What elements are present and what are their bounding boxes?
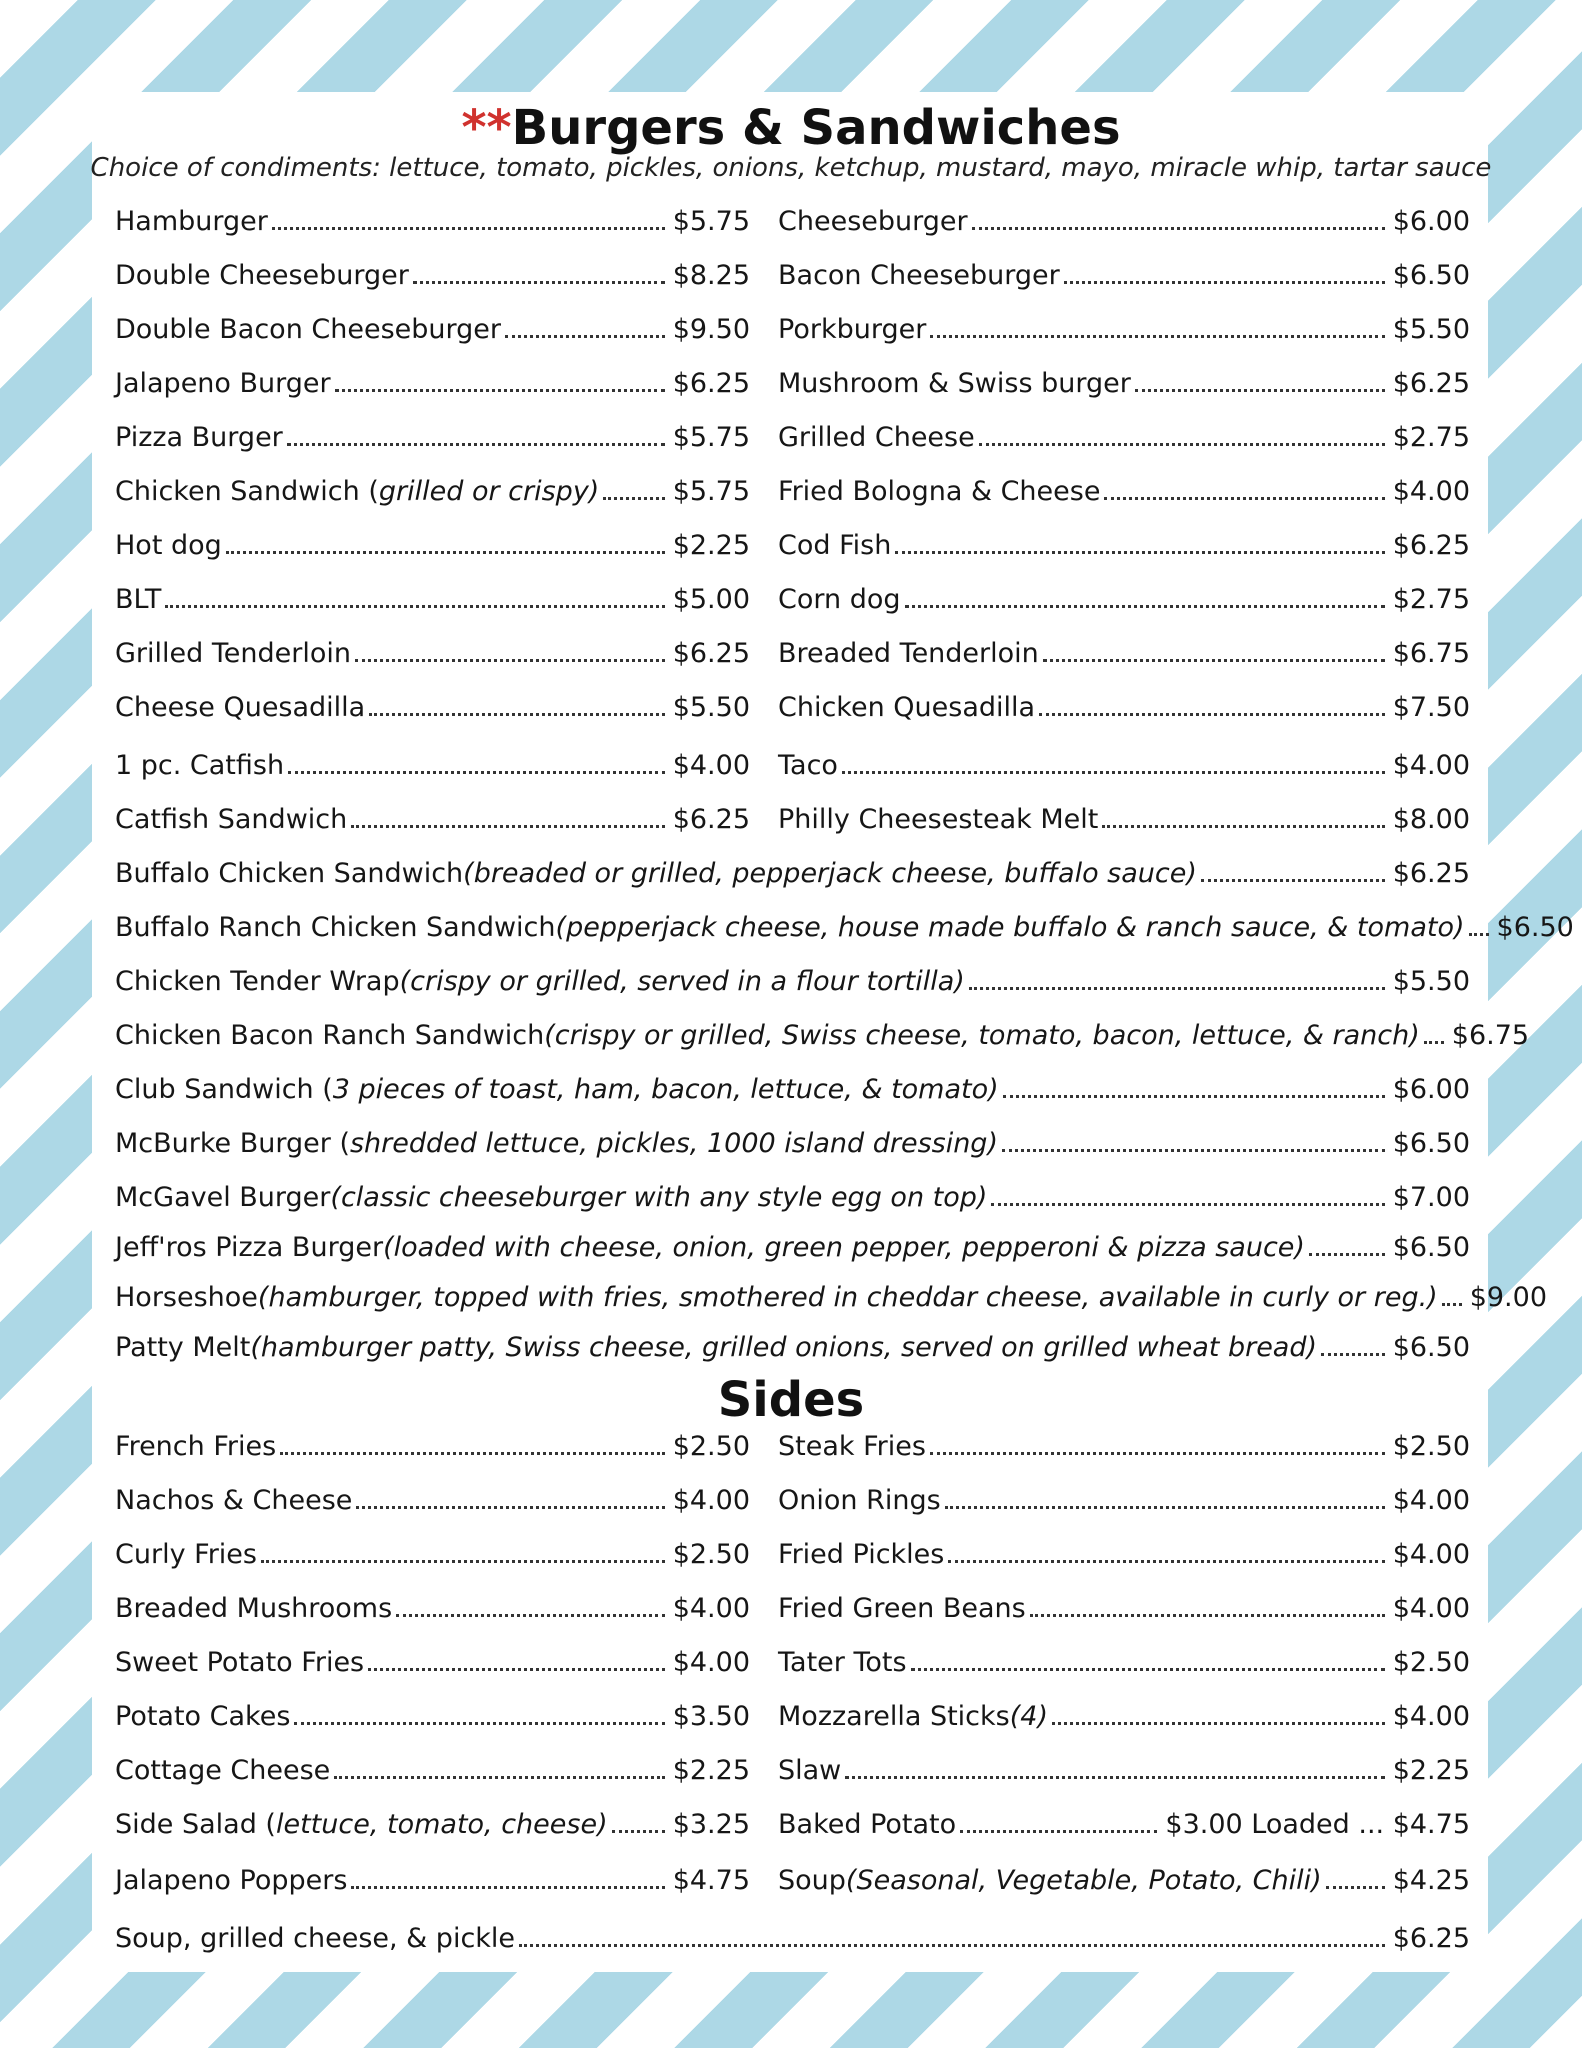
dot-leader (356, 1506, 664, 1509)
dot-leader (294, 1722, 664, 1725)
item-name: Breaded Mushrooms (115, 1593, 393, 1624)
item-price: $7.50 (1392, 692, 1470, 723)
menu-item (115, 1072, 1470, 1108)
menu-item (778, 312, 1470, 348)
item-name: Mozzarella Sticks (778, 1701, 1010, 1732)
menu-item (115, 1180, 1470, 1216)
item-name: Patty Melt (115, 1332, 251, 1363)
item-name: Buffalo Chicken Sandwich (115, 858, 464, 889)
item-name: 1 pc. Catfish (115, 750, 285, 781)
item-price: $6.50 (1496, 912, 1574, 943)
item-name: Bacon Cheeseburger (778, 260, 1060, 291)
item-note: (hamburger, topped with fries, smothered in cheddar cheese, available in curly or reg.) (257, 1282, 1438, 1313)
item-price: $2.75 (1392, 422, 1470, 453)
item-name: Baked Potato (778, 1809, 957, 1840)
dot-leader (930, 335, 1384, 338)
dot-leader (1003, 1095, 1385, 1098)
menu-item (115, 690, 750, 726)
item-name: McGavel Burger (115, 1182, 331, 1213)
menu-item (115, 636, 750, 672)
item-name: Double Cheeseburger (115, 260, 409, 291)
menu-item (778, 1645, 1470, 1681)
menu-item (778, 582, 1470, 618)
dot-leader (991, 1203, 1384, 1206)
item-price: $3.25 (672, 1809, 750, 1840)
menu-item (115, 1807, 750, 1843)
menu-item (115, 312, 750, 348)
menu-item (778, 1591, 1470, 1627)
menu-item (115, 964, 1470, 1000)
menu-item (778, 528, 1470, 564)
dot-leader (226, 551, 665, 554)
item-note: (classic cheeseburger with any style egg on top) (330, 1182, 988, 1213)
menu-item (115, 1591, 750, 1627)
item-note: (crispy or grilled, Swiss cheese, tomato, bacon, lettuce, & ranch) (544, 1020, 1420, 1051)
menu-item (778, 1429, 1470, 1465)
item-price: $6.50 (1392, 1232, 1470, 1263)
item-price: $6.25 (1392, 530, 1470, 561)
menu-item (115, 204, 750, 240)
dot-leader (1043, 659, 1385, 662)
dot-leader (845, 1776, 1384, 1779)
dot-leader (505, 335, 665, 338)
item-name: Pizza Burger (115, 422, 283, 453)
section-title-sides: Sides (717, 1372, 865, 1428)
item-price: $4.00 (1392, 750, 1470, 781)
dot-leader (842, 771, 1385, 774)
dot-leader (280, 1452, 665, 1455)
dot-leader (1104, 497, 1384, 500)
item-price: $4.00 (1392, 1485, 1470, 1516)
dot-leader (351, 825, 664, 828)
title-text: Burgers & Sandwiches (511, 100, 1121, 156)
menu-item (778, 366, 1470, 402)
item-price: $5.50 (1392, 314, 1470, 345)
item-name: Hamburger (115, 206, 268, 237)
item-price: $4.00 (1392, 476, 1470, 507)
item-price: $6.25 (672, 368, 750, 399)
item-note: (4) (1009, 1701, 1048, 1732)
item-name: Horseshoe (115, 1282, 258, 1313)
item-price: $6.50 (1392, 1128, 1470, 1159)
item-name: Soup, grilled cheese, & pickle (115, 1923, 516, 1954)
item-name: Chicken Sandwich ( (115, 476, 379, 507)
menu-item (115, 802, 750, 838)
menu-item (115, 1230, 1470, 1266)
dot-leader (960, 1830, 1157, 1833)
menu-item (778, 1699, 1470, 1735)
dot-leader (355, 659, 665, 662)
item-price: $2.50 (672, 1431, 750, 1462)
item-name: Sweet Potato Fries (115, 1647, 365, 1678)
item-price: $5.50 (1392, 966, 1470, 997)
item-price: $4.25 (1392, 1865, 1470, 1896)
item-price: $6.25 (1392, 858, 1470, 889)
item-name: Catfish Sandwich (115, 804, 348, 835)
item-name: McBurke Burger ( (115, 1128, 350, 1159)
menu-item (115, 1126, 1470, 1162)
item-name: Jeff'ros Pizza Burger (115, 1232, 384, 1263)
item-price: $4.00 (672, 750, 750, 781)
item-price: $3.50 (672, 1701, 750, 1732)
item-price: $9.50 (672, 314, 750, 345)
item-name: Club Sandwich ( (115, 1074, 333, 1105)
item-name: Steak Fries (778, 1431, 926, 1462)
item-price: $4.00 (672, 1593, 750, 1624)
item-name: Grilled Cheese (778, 422, 975, 453)
item-note: shredded lettuce, pickles, 1000 island dressing) (349, 1128, 998, 1159)
item-name: Tater Tots (778, 1647, 907, 1678)
item-name: Fried Pickles (778, 1539, 945, 1570)
item-price: $6.25 (672, 638, 750, 669)
item-note: (breaded or grilled, pepperjack cheese, buffalo sauce) (463, 858, 1197, 889)
dot-leader (165, 605, 664, 608)
item-price: $6.50 (1392, 1332, 1470, 1363)
dot-leader (334, 1776, 664, 1779)
dot-leader (1135, 389, 1385, 392)
item-name: Fried Green Beans (778, 1593, 1026, 1624)
menu-item (115, 1483, 750, 1519)
menu-item (778, 1863, 1470, 1899)
dot-leader (930, 1452, 1385, 1455)
item-price: $5.50 (672, 692, 750, 723)
menu-item (778, 1807, 1470, 1843)
dot-leader (519, 1944, 1385, 1947)
item-price: $6.75 (1392, 638, 1470, 669)
dot-leader (287, 443, 665, 446)
menu-item (115, 1537, 750, 1573)
item-note: (crispy or grilled, served in a flour tortilla) (399, 966, 965, 997)
dot-leader (948, 1560, 1384, 1563)
menu-item (778, 802, 1470, 838)
item-name: French Fries (115, 1431, 277, 1462)
menu-item (778, 420, 1470, 456)
menu-item (115, 1280, 1547, 1316)
item-name: Hot dog (115, 530, 222, 561)
item-price: $4.00 (1392, 1593, 1470, 1624)
item-price: $6.25 (672, 804, 750, 835)
item-note: (Seasonal, Vegetable, Potato, Chili) (845, 1865, 1322, 1896)
item-name: Mushroom & Swiss burger (778, 368, 1131, 399)
item-name: Breaded Tenderloin (778, 638, 1039, 669)
item-name: Chicken Bacon Ranch Sandwich (115, 1020, 545, 1051)
item-price: $5.00 (672, 584, 750, 615)
item-price: $4.00 (1392, 1539, 1470, 1570)
dot-leader (1309, 1253, 1385, 1256)
dot-leader (413, 281, 665, 284)
item-price: $5.75 (672, 422, 750, 453)
item-name: Taco (778, 750, 838, 781)
item-name: Grilled Tenderloin (115, 638, 351, 669)
condiments-note: Choice of condiments: lettuce, tomato, pickles, onions, ketchup, mustard, mayo, miracle whip, tartar sauce (90, 153, 1492, 183)
menu-item (115, 1645, 750, 1681)
dot-leader (261, 1560, 665, 1563)
menu-item (115, 748, 750, 784)
menu-item (778, 204, 1470, 240)
item-price: $8.25 (672, 260, 750, 291)
dot-leader (1424, 1041, 1444, 1044)
dot-leader (979, 443, 1385, 446)
dot-leader (351, 1886, 664, 1889)
item-price: $2.50 (1392, 1647, 1470, 1678)
dot-leader (288, 771, 665, 774)
dot-leader (612, 1830, 665, 1833)
dot-leader (895, 551, 1384, 554)
dot-leader (369, 713, 664, 716)
item-price: $5.75 (672, 476, 750, 507)
item-name: Cottage Cheese (115, 1755, 331, 1786)
item-price: $2.75 (1392, 584, 1470, 615)
menu-item (115, 366, 750, 402)
item-price: $6.75 (1451, 1020, 1530, 1051)
menu-item (115, 1753, 750, 1789)
item-note: (loaded with cheese, onion, green pepper, pepperoni & pizza sauce) (383, 1232, 1305, 1263)
item-name: Fried Bologna & Cheese (778, 476, 1101, 507)
dot-leader (1052, 1722, 1385, 1725)
dot-leader (1469, 933, 1489, 936)
menu-item (115, 582, 750, 618)
dot-leader (972, 227, 1385, 230)
dot-leader (396, 1614, 665, 1617)
item-price: $6.25 (1392, 368, 1470, 399)
item-name: Nachos & Cheese (115, 1485, 353, 1516)
item-name: Cheese Quesadilla (115, 692, 366, 723)
item-price: $7.00 (1392, 1182, 1470, 1213)
dot-leader (1039, 713, 1385, 716)
dot-leader (1030, 1614, 1385, 1617)
dot-leader (1321, 1353, 1385, 1356)
item-price: $2.25 (672, 1755, 750, 1786)
menu-item (115, 1863, 750, 1899)
dot-leader (905, 605, 1385, 608)
menu-item (115, 420, 750, 456)
item-name: Potato Cakes (115, 1701, 291, 1732)
menu-item (115, 1699, 750, 1735)
item-price: $4.00 (672, 1485, 750, 1516)
menu-item (778, 690, 1470, 726)
item-name: Chicken Quesadilla (778, 692, 1036, 723)
item-price: $3.00 Loaded ... $4.75 (1165, 1809, 1470, 1840)
item-name: BLT (115, 584, 162, 615)
item-price: $2.25 (1392, 1755, 1470, 1786)
dot-leader (335, 389, 665, 392)
item-name: Double Bacon Cheeseburger (115, 314, 501, 345)
item-price: $4.75 (672, 1865, 750, 1896)
title-stars: ** (461, 100, 512, 156)
item-note: 3 pieces of toast, ham, bacon, lettuce, & tomato) (332, 1074, 999, 1105)
item-price: $4.00 (672, 1647, 750, 1678)
dot-leader (945, 1506, 1385, 1509)
item-name: Cheeseburger (778, 206, 968, 237)
menu-item (115, 258, 750, 294)
dot-leader (272, 227, 665, 230)
item-name: Philly Cheesesteak Melt (778, 804, 1099, 835)
item-note: (hamburger patty, Swiss cheese, grilled onions, served on grilled wheat bread) (250, 1332, 1318, 1363)
item-price: $2.50 (672, 1539, 750, 1570)
item-name: Side Salad ( (115, 1809, 276, 1840)
menu-item (778, 474, 1470, 510)
menu-item (115, 528, 750, 564)
menu-item (778, 258, 1470, 294)
dot-leader (1102, 825, 1384, 828)
item-name: Slaw (778, 1755, 842, 1786)
item-name: Buffalo Ranch Chicken Sandwich (115, 912, 556, 943)
item-name: Chicken Tender Wrap (115, 966, 400, 997)
menu-item (778, 1483, 1470, 1519)
item-note: (pepperjack cheese, house made buffalo & ranch sauce, & tomato) (555, 912, 1465, 943)
item-name: Curly Fries (115, 1539, 257, 1570)
dot-leader (911, 1668, 1385, 1671)
item-name: Jalapeno Poppers (115, 1865, 348, 1896)
item-price: $8.00 (1392, 804, 1470, 835)
dot-leader (1326, 1886, 1385, 1889)
item-name: Corn dog (778, 584, 901, 615)
menu-item (778, 748, 1470, 784)
dot-leader (1002, 1149, 1385, 1152)
dot-leader (1442, 1303, 1462, 1306)
item-name: Jalapeno Burger (115, 368, 331, 399)
item-price: $2.25 (672, 530, 750, 561)
item-note: grilled or crispy) (378, 476, 600, 507)
dot-leader (1201, 879, 1385, 882)
item-name: Onion Rings (778, 1485, 941, 1516)
section-title-burgers (0, 100, 1582, 156)
item-price: $6.00 (1392, 1074, 1470, 1105)
dot-leader (1064, 281, 1385, 284)
menu-item (778, 1753, 1470, 1789)
item-name: Cod Fish (778, 530, 892, 561)
item-price: $6.00 (1392, 206, 1470, 237)
menu-item (115, 856, 1470, 892)
dot-leader (368, 1668, 665, 1671)
menu-item (115, 1018, 1530, 1054)
dot-leader (969, 987, 1385, 990)
menu-item (115, 474, 750, 510)
item-name: Porkburger (778, 314, 927, 345)
menu-item (115, 1429, 750, 1465)
item-price: $6.50 (1392, 260, 1470, 291)
item-price: $6.25 (1392, 1923, 1470, 1954)
item-price: $5.75 (672, 206, 750, 237)
dot-leader (603, 497, 664, 500)
menu-item (115, 910, 1574, 946)
menu-item (115, 1921, 1470, 1957)
item-price: $4.00 (1392, 1701, 1470, 1732)
item-note: lettuce, tomato, cheese) (275, 1809, 608, 1840)
item-price: $9.00 (1469, 1282, 1547, 1313)
menu-item (778, 1537, 1470, 1573)
item-name: Soup (778, 1865, 846, 1896)
menu-item (778, 636, 1470, 672)
item-price: $2.50 (1392, 1431, 1470, 1462)
menu-item (115, 1330, 1470, 1366)
